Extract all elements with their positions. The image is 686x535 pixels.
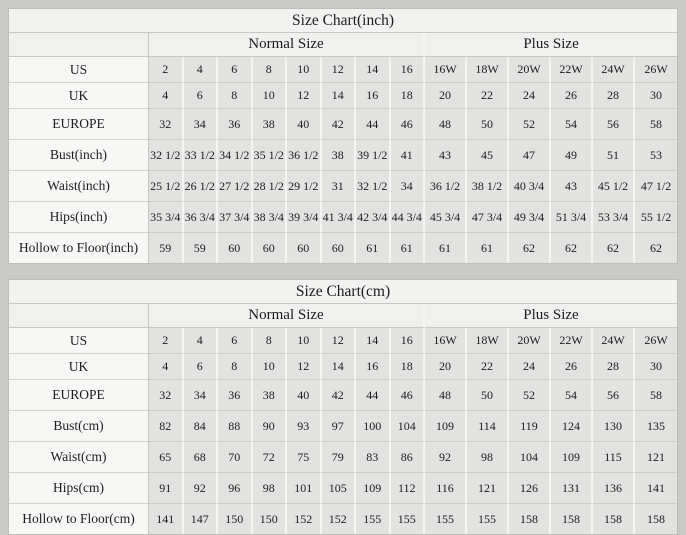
size-value-cell: 155 (356, 504, 391, 534)
size-value-cell: 26W (635, 328, 677, 354)
size-value-cell: 126 (509, 473, 551, 504)
size-value-cell: 72 (253, 442, 288, 473)
size-value-cell: 26 1/2 (184, 171, 219, 202)
table-row (9, 354, 677, 380)
size-value-cell: 119 (509, 411, 551, 442)
size-value-cell: 48 (425, 380, 467, 411)
size-value-cell: 100 (356, 411, 391, 442)
size-value-cell: 60 (322, 233, 357, 263)
size-value-cell: 112 (391, 473, 426, 504)
size-value-cell: 20 (425, 83, 467, 109)
size-value-cell: 26 (551, 354, 593, 380)
size-value-cell: 34 (184, 109, 219, 140)
row-label: Hips(cm) (9, 473, 149, 504)
size-value-cell: 45 (467, 140, 509, 171)
row-label: US (9, 328, 149, 354)
size-value-cell: 20W (509, 328, 551, 354)
size-value-cell: 16 (356, 354, 391, 380)
size-value-cell: 14 (356, 57, 391, 83)
size-value-cell: 6 (184, 83, 219, 109)
size-value-cell: 40 (287, 109, 322, 140)
size-value-cell: 32 (149, 380, 184, 411)
table-title: Size Chart(cm) (9, 280, 677, 304)
size-value-cell: 104 (509, 442, 551, 473)
corner-cell (9, 304, 149, 328)
size-value-cell: 32 (149, 109, 184, 140)
size-value-cell: 53 (635, 140, 677, 171)
size-value-cell: 14 (322, 354, 357, 380)
size-value-cell: 20W (509, 57, 551, 83)
size-value-cell: 86 (391, 442, 426, 473)
size-value-cell: 55 1/2 (635, 202, 677, 233)
size-value-cell: 135 (635, 411, 677, 442)
normal-size-header: Normal Size (149, 304, 425, 328)
size-chart-table (8, 8, 678, 264)
size-value-cell: 114 (467, 411, 509, 442)
size-value-cell: 41 3/4 (322, 202, 357, 233)
row-label: EUROPE (9, 380, 149, 411)
size-value-cell: 20 (425, 354, 467, 380)
size-value-cell: 92 (425, 442, 467, 473)
size-value-cell: 36 (218, 380, 253, 411)
size-value-cell: 16 (356, 83, 391, 109)
size-value-cell: 4 (184, 57, 219, 83)
table-row (9, 109, 677, 140)
row-label: UK (9, 83, 149, 109)
size-value-cell: 24 (509, 354, 551, 380)
size-value-cell: 31 (322, 171, 357, 202)
size-value-cell: 104 (391, 411, 426, 442)
size-value-cell: 38 (253, 380, 288, 411)
size-value-cell: 65 (149, 442, 184, 473)
size-value-cell: 44 (356, 380, 391, 411)
size-value-cell: 60 (253, 233, 288, 263)
size-value-cell: 45 3/4 (425, 202, 467, 233)
size-value-cell: 124 (551, 411, 593, 442)
size-value-cell: 47 3/4 (467, 202, 509, 233)
size-value-cell: 47 1/2 (635, 171, 677, 202)
size-value-cell: 58 (635, 109, 677, 140)
size-value-cell: 109 (551, 442, 593, 473)
size-value-cell: 24 (509, 83, 551, 109)
table-row (9, 380, 677, 411)
size-value-cell: 43 (425, 140, 467, 171)
tables-container (8, 8, 678, 535)
size-value-cell: 109 (425, 411, 467, 442)
size-value-cell: 24W (593, 57, 635, 83)
size-value-cell: 59 (149, 233, 184, 263)
size-value-cell: 59 (184, 233, 219, 263)
size-value-cell: 152 (287, 504, 322, 534)
table-row (9, 140, 677, 171)
size-value-cell: 158 (593, 504, 635, 534)
size-value-cell: 90 (253, 411, 288, 442)
size-value-cell: 121 (467, 473, 509, 504)
size-value-cell: 10 (253, 83, 288, 109)
size-value-cell: 22 (467, 83, 509, 109)
size-value-cell: 158 (635, 504, 677, 534)
size-value-cell: 33 1/2 (184, 140, 219, 171)
size-value-cell: 41 (391, 140, 426, 171)
size-value-cell: 93 (287, 411, 322, 442)
size-value-cell: 42 (322, 380, 357, 411)
row-label: Hollow to Floor(inch) (9, 233, 149, 263)
size-value-cell: 32 1/2 (356, 171, 391, 202)
size-value-cell: 150 (218, 504, 253, 534)
size-value-cell: 16W (425, 328, 467, 354)
size-value-cell: 121 (635, 442, 677, 473)
size-value-cell: 22 (467, 354, 509, 380)
size-value-cell: 88 (218, 411, 253, 442)
size-value-cell: 62 (509, 233, 551, 263)
size-value-cell: 109 (356, 473, 391, 504)
size-value-cell: 92 (184, 473, 219, 504)
size-value-cell: 16W (425, 57, 467, 83)
size-value-cell: 2 (149, 57, 184, 83)
size-value-cell: 28 (593, 83, 635, 109)
size-value-cell: 35 3/4 (149, 202, 184, 233)
size-value-cell: 97 (322, 411, 357, 442)
table-row (9, 473, 677, 504)
size-value-cell: 61 (467, 233, 509, 263)
size-value-cell: 36 1/2 (287, 140, 322, 171)
table-row (9, 83, 677, 109)
table-row (9, 233, 677, 263)
size-value-cell: 26W (635, 57, 677, 83)
row-label: Hollow to Floor(cm) (9, 504, 149, 534)
size-value-cell: 62 (551, 233, 593, 263)
size-value-cell: 36 1/2 (425, 171, 467, 202)
corner-cell (9, 33, 149, 57)
size-value-cell: 18W (467, 57, 509, 83)
size-value-cell: 141 (149, 504, 184, 534)
size-value-cell: 30 (635, 83, 677, 109)
size-value-cell: 115 (593, 442, 635, 473)
size-value-cell: 42 (322, 109, 357, 140)
size-value-cell: 155 (467, 504, 509, 534)
size-value-cell: 25 1/2 (149, 171, 184, 202)
size-value-cell: 39 3/4 (287, 202, 322, 233)
size-value-cell: 4 (149, 83, 184, 109)
size-value-cell: 56 (593, 380, 635, 411)
size-group-header-row (9, 33, 677, 57)
size-value-cell: 75 (287, 442, 322, 473)
size-value-cell: 60 (218, 233, 253, 263)
size-value-cell: 47 (509, 140, 551, 171)
table-row (9, 202, 677, 233)
size-value-cell: 98 (467, 442, 509, 473)
size-value-cell: 62 (635, 233, 677, 263)
normal-size-header: Normal Size (149, 33, 425, 57)
size-value-cell: 24W (593, 328, 635, 354)
row-label: EUROPE (9, 109, 149, 140)
table-title-row (9, 9, 677, 33)
size-value-cell: 16 (391, 57, 426, 83)
size-value-cell: 150 (253, 504, 288, 534)
size-value-cell: 60 (287, 233, 322, 263)
size-value-cell: 141 (635, 473, 677, 504)
size-value-cell: 36 3/4 (184, 202, 219, 233)
size-value-cell: 8 (253, 57, 288, 83)
row-label: UK (9, 354, 149, 380)
size-value-cell: 10 (287, 328, 322, 354)
size-value-cell: 50 (467, 109, 509, 140)
size-value-cell: 44 3/4 (391, 202, 426, 233)
size-value-cell: 158 (509, 504, 551, 534)
plus-size-header: Plus Size (425, 33, 677, 57)
size-value-cell: 116 (425, 473, 467, 504)
size-value-cell: 130 (593, 411, 635, 442)
table-title: Size Chart(inch) (9, 9, 677, 33)
size-value-cell: 82 (149, 411, 184, 442)
size-value-cell: 36 (218, 109, 253, 140)
size-value-cell: 54 (551, 380, 593, 411)
size-value-cell: 83 (356, 442, 391, 473)
size-value-cell: 54 (551, 109, 593, 140)
size-value-cell: 44 (356, 109, 391, 140)
size-value-cell: 37 3/4 (218, 202, 253, 233)
size-value-cell: 61 (356, 233, 391, 263)
size-value-cell: 22W (551, 328, 593, 354)
size-value-cell: 45 1/2 (593, 171, 635, 202)
size-value-cell: 51 (593, 140, 635, 171)
size-value-cell: 152 (322, 504, 357, 534)
size-value-cell: 38 1/2 (467, 171, 509, 202)
size-value-cell: 52 (509, 380, 551, 411)
size-value-cell: 39 1/2 (356, 140, 391, 171)
size-value-cell: 58 (635, 380, 677, 411)
size-value-cell: 91 (149, 473, 184, 504)
size-value-cell: 27 1/2 (218, 171, 253, 202)
size-value-cell: 10 (287, 57, 322, 83)
size-value-cell: 14 (322, 83, 357, 109)
size-value-cell: 48 (425, 109, 467, 140)
size-value-cell: 8 (253, 328, 288, 354)
size-value-cell: 12 (322, 57, 357, 83)
size-value-cell: 56 (593, 109, 635, 140)
size-value-cell: 30 (635, 354, 677, 380)
size-value-cell: 4 (149, 354, 184, 380)
table-row (9, 171, 677, 202)
size-value-cell: 8 (218, 83, 253, 109)
size-value-cell: 158 (551, 504, 593, 534)
size-value-cell: 61 (391, 233, 426, 263)
size-value-cell: 10 (253, 354, 288, 380)
size-group-header-row (9, 304, 677, 328)
size-value-cell: 155 (391, 504, 426, 534)
size-value-cell: 2 (149, 328, 184, 354)
size-value-cell: 16 (391, 328, 426, 354)
size-value-cell: 32 1/2 (149, 140, 184, 171)
size-value-cell: 147 (184, 504, 219, 534)
size-value-cell: 49 3/4 (509, 202, 551, 233)
size-value-cell: 43 (551, 171, 593, 202)
row-label: Waist(inch) (9, 171, 149, 202)
size-value-cell: 34 1/2 (218, 140, 253, 171)
size-value-cell: 38 3/4 (253, 202, 288, 233)
size-value-cell: 84 (184, 411, 219, 442)
size-value-cell: 12 (287, 83, 322, 109)
size-chart-table (8, 279, 678, 535)
size-value-cell: 51 3/4 (551, 202, 593, 233)
size-value-cell: 8 (218, 354, 253, 380)
size-value-cell: 136 (593, 473, 635, 504)
size-value-cell: 105 (322, 473, 357, 504)
table-row (9, 411, 677, 442)
size-value-cell: 40 (287, 380, 322, 411)
size-value-cell: 6 (184, 354, 219, 380)
size-value-cell: 155 (425, 504, 467, 534)
size-value-cell: 40 3/4 (509, 171, 551, 202)
size-value-cell: 49 (551, 140, 593, 171)
size-value-cell: 12 (322, 328, 357, 354)
size-value-cell: 52 (509, 109, 551, 140)
size-value-cell: 131 (551, 473, 593, 504)
size-value-cell: 18 (391, 354, 426, 380)
size-value-cell: 101 (287, 473, 322, 504)
size-value-cell: 96 (218, 473, 253, 504)
size-value-cell: 46 (391, 109, 426, 140)
size-value-cell: 4 (184, 328, 219, 354)
size-value-cell: 22W (551, 57, 593, 83)
size-value-cell: 50 (467, 380, 509, 411)
size-value-cell: 6 (218, 328, 253, 354)
size-value-cell: 38 (322, 140, 357, 171)
size-value-cell: 29 1/2 (287, 171, 322, 202)
size-value-cell: 18 (391, 83, 426, 109)
plus-size-header: Plus Size (425, 304, 677, 328)
size-value-cell: 34 (391, 171, 426, 202)
size-value-cell: 14 (356, 328, 391, 354)
size-value-cell: 46 (391, 380, 426, 411)
size-value-cell: 62 (593, 233, 635, 263)
size-value-cell: 28 1/2 (253, 171, 288, 202)
size-value-cell: 98 (253, 473, 288, 504)
size-value-cell: 42 3/4 (356, 202, 391, 233)
row-label: US (9, 57, 149, 83)
size-value-cell: 34 (184, 380, 219, 411)
table-title-row (9, 280, 677, 304)
size-value-cell: 38 (253, 109, 288, 140)
size-value-cell: 70 (218, 442, 253, 473)
size-value-cell: 61 (425, 233, 467, 263)
size-value-cell: 53 3/4 (593, 202, 635, 233)
size-value-cell: 79 (322, 442, 357, 473)
size-value-cell: 26 (551, 83, 593, 109)
row-label: Waist(cm) (9, 442, 149, 473)
size-value-cell: 68 (184, 442, 219, 473)
row-label: Hips(inch) (9, 202, 149, 233)
size-value-cell: 35 1/2 (253, 140, 288, 171)
table-row (9, 442, 677, 473)
size-value-cell: 12 (287, 354, 322, 380)
table-row (9, 57, 677, 83)
table-row (9, 328, 677, 354)
row-label: Bust(inch) (9, 140, 149, 171)
size-value-cell: 6 (218, 57, 253, 83)
row-label: Bust(cm) (9, 411, 149, 442)
size-value-cell: 28 (593, 354, 635, 380)
size-value-cell: 18W (467, 328, 509, 354)
